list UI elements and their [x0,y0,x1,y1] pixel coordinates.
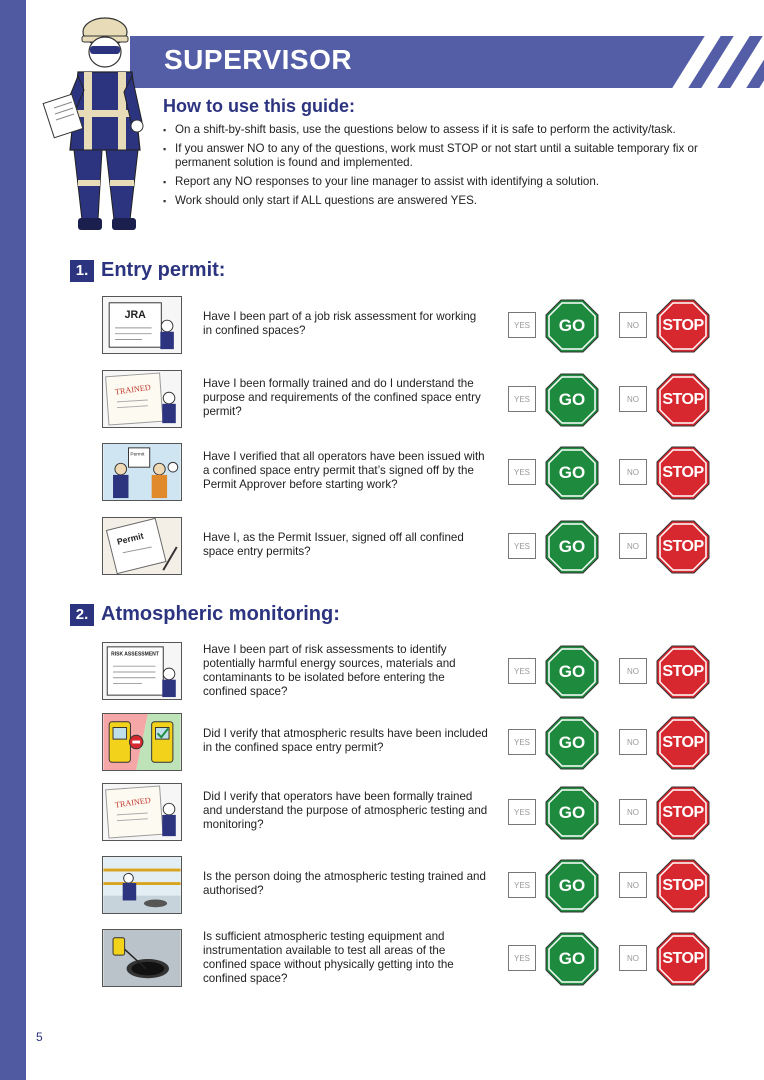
thumbnail-atmospheric-tester [102,856,182,914]
yes-checkbox[interactable]: YES [508,533,536,559]
thumbnail-manhole-testing [102,929,182,987]
go-sign [545,645,599,699]
go-label: GO [558,316,586,335]
stop-label: STOP [662,950,704,967]
thumb-label: Permit [115,530,145,547]
go-sign [545,932,599,986]
question-text: Have I been part of a job risk assessment for working in confined spaces? [203,310,477,337]
yes-checkbox[interactable]: YES [508,459,536,485]
no-checkbox[interactable]: NO [619,459,647,485]
thumbnail-risk-assessment [102,642,182,700]
section-title: Atmospheric monitoring: [101,603,340,625]
guide-title: How to use this guide: [163,96,355,116]
thumb-label: JRA [124,309,146,322]
yes-checkbox[interactable]: YES [508,658,536,684]
go-sign [545,446,599,500]
stop-sign [656,373,710,427]
guide-list [163,123,743,208]
stop-sign [656,786,710,840]
no-checkbox[interactable]: NO [619,729,647,755]
thumbnail-trained-certificate [102,370,182,428]
checklist-row [102,296,722,356]
go-sign [545,716,599,770]
section-number: 1. [70,260,94,282]
stop-label: STOP [662,734,704,751]
stop-label: STOP [662,663,704,680]
question-text: Have I, as the Permit Issuer, signed off all confined space entry permits? [203,531,464,558]
yes-checkbox[interactable]: YES [508,945,536,971]
yes-checkbox[interactable]: YES [508,872,536,898]
supervisor-illustration [40,10,160,240]
go-sign [545,859,599,913]
go-sign [545,373,599,427]
checklist-row [102,642,722,702]
stop-label: STOP [662,391,704,408]
thumbnail-jra [102,296,182,354]
stop-sign [656,645,710,699]
go-label: GO [558,662,586,681]
yes-checkbox[interactable]: YES [508,386,536,412]
checklist-row [102,443,722,503]
thumb-label: RISK ASSESSMENT [111,651,159,658]
page-title: SUPERVISOR [164,44,353,75]
thumbnail-gas-detectors [102,713,182,771]
yes-checkbox[interactable]: YES [508,799,536,825]
usage-guide [163,96,743,213]
no-checkbox[interactable]: NO [619,872,647,898]
stop-sign [656,716,710,770]
checklist-row [102,370,722,430]
section-heading-entry-permit [70,259,225,282]
thumbnail-permit-signing [102,517,182,575]
guide-bullet: ▪ Report any NO responses to your line manager to assist with identifying a solution. [163,175,743,189]
question-text: Is the person doing the atmospheric testing trained and authorised? [203,870,486,897]
yes-checkbox[interactable]: YES [508,312,536,338]
question-text: Did I verify that atmospheric results have been included in the confined space entry permit? [203,727,488,754]
page-number: 5 [36,1030,43,1044]
go-label: GO [558,803,586,822]
no-checkbox[interactable]: NO [619,533,647,559]
stop-label: STOP [662,464,704,481]
stop-label: STOP [662,877,704,894]
guide-bullet: ▪ If you answer NO to any of the questions, work must STOP or not start until a suitable temporary fix or permanent solution is found and implemented. [163,142,743,170]
stop-label: STOP [662,804,704,821]
checklist-row [102,783,722,843]
thumbnail-trained-certificate [102,783,182,841]
guide-bullet: ▪ Work should only start if ALL questions are answered YES. [163,194,743,208]
thumb-label: TRAINED [114,795,152,810]
no-checkbox[interactable]: NO [619,312,647,338]
no-checkbox[interactable]: NO [619,658,647,684]
guide-bullet: ▪ On a shift-by-shift basis, use the questions below to assess if it is safe to perform the activity/task. [163,123,743,137]
section-number: 2. [70,604,94,626]
stop-label: STOP [662,538,704,555]
checklist-row [102,856,722,916]
stop-sign [656,859,710,913]
go-label: GO [558,463,586,482]
question-text: Have I verified that all operators have been issued with a confined space entry permit that’s signed off by the Permit Approver before starting work? [203,450,485,491]
no-checkbox[interactable]: NO [619,386,647,412]
go-label: GO [558,876,586,895]
go-label: GO [558,949,586,968]
yes-checkbox[interactable]: YES [508,729,536,755]
checklist-row [102,713,722,773]
side-strip [0,0,26,1080]
thumb-label: Permit [130,452,145,458]
thumb-label: TRAINED [114,382,152,397]
section-title: Entry permit: [101,259,226,281]
go-label: GO [558,733,586,752]
go-sign [545,786,599,840]
go-sign [545,520,599,574]
question-text: Have I been part of risk assessments to identify potentially harmful energy sources, materials and contaminants to be isolated before entering the confined space? [203,643,456,698]
stop-label: STOP [662,317,704,334]
no-checkbox[interactable]: NO [619,799,647,825]
question-text: Have I been formally trained and do I understand the purpose and requirements of the confined space entry permit? [203,377,481,418]
stop-sign [656,446,710,500]
question-text: Is sufficient atmospheric testing equipment and instrumentation available to test all areas of the confined space without physically getting into the confined space? [203,930,454,985]
question-text: Did I verify that operators have been formally trained and understand the purpose of atmospheric testing and monitoring? [203,790,488,831]
checklist-row [102,517,722,577]
stop-sign [656,520,710,574]
go-label: GO [558,390,586,409]
checklist-row [102,929,722,989]
go-label: GO [558,537,586,556]
go-sign [545,299,599,353]
no-checkbox[interactable]: NO [619,945,647,971]
section-heading-atmospheric-monitoring [70,603,340,626]
thumbnail-permit-handover [102,443,182,501]
stop-sign [656,932,710,986]
header-banner [130,36,764,88]
stop-sign [656,299,710,353]
